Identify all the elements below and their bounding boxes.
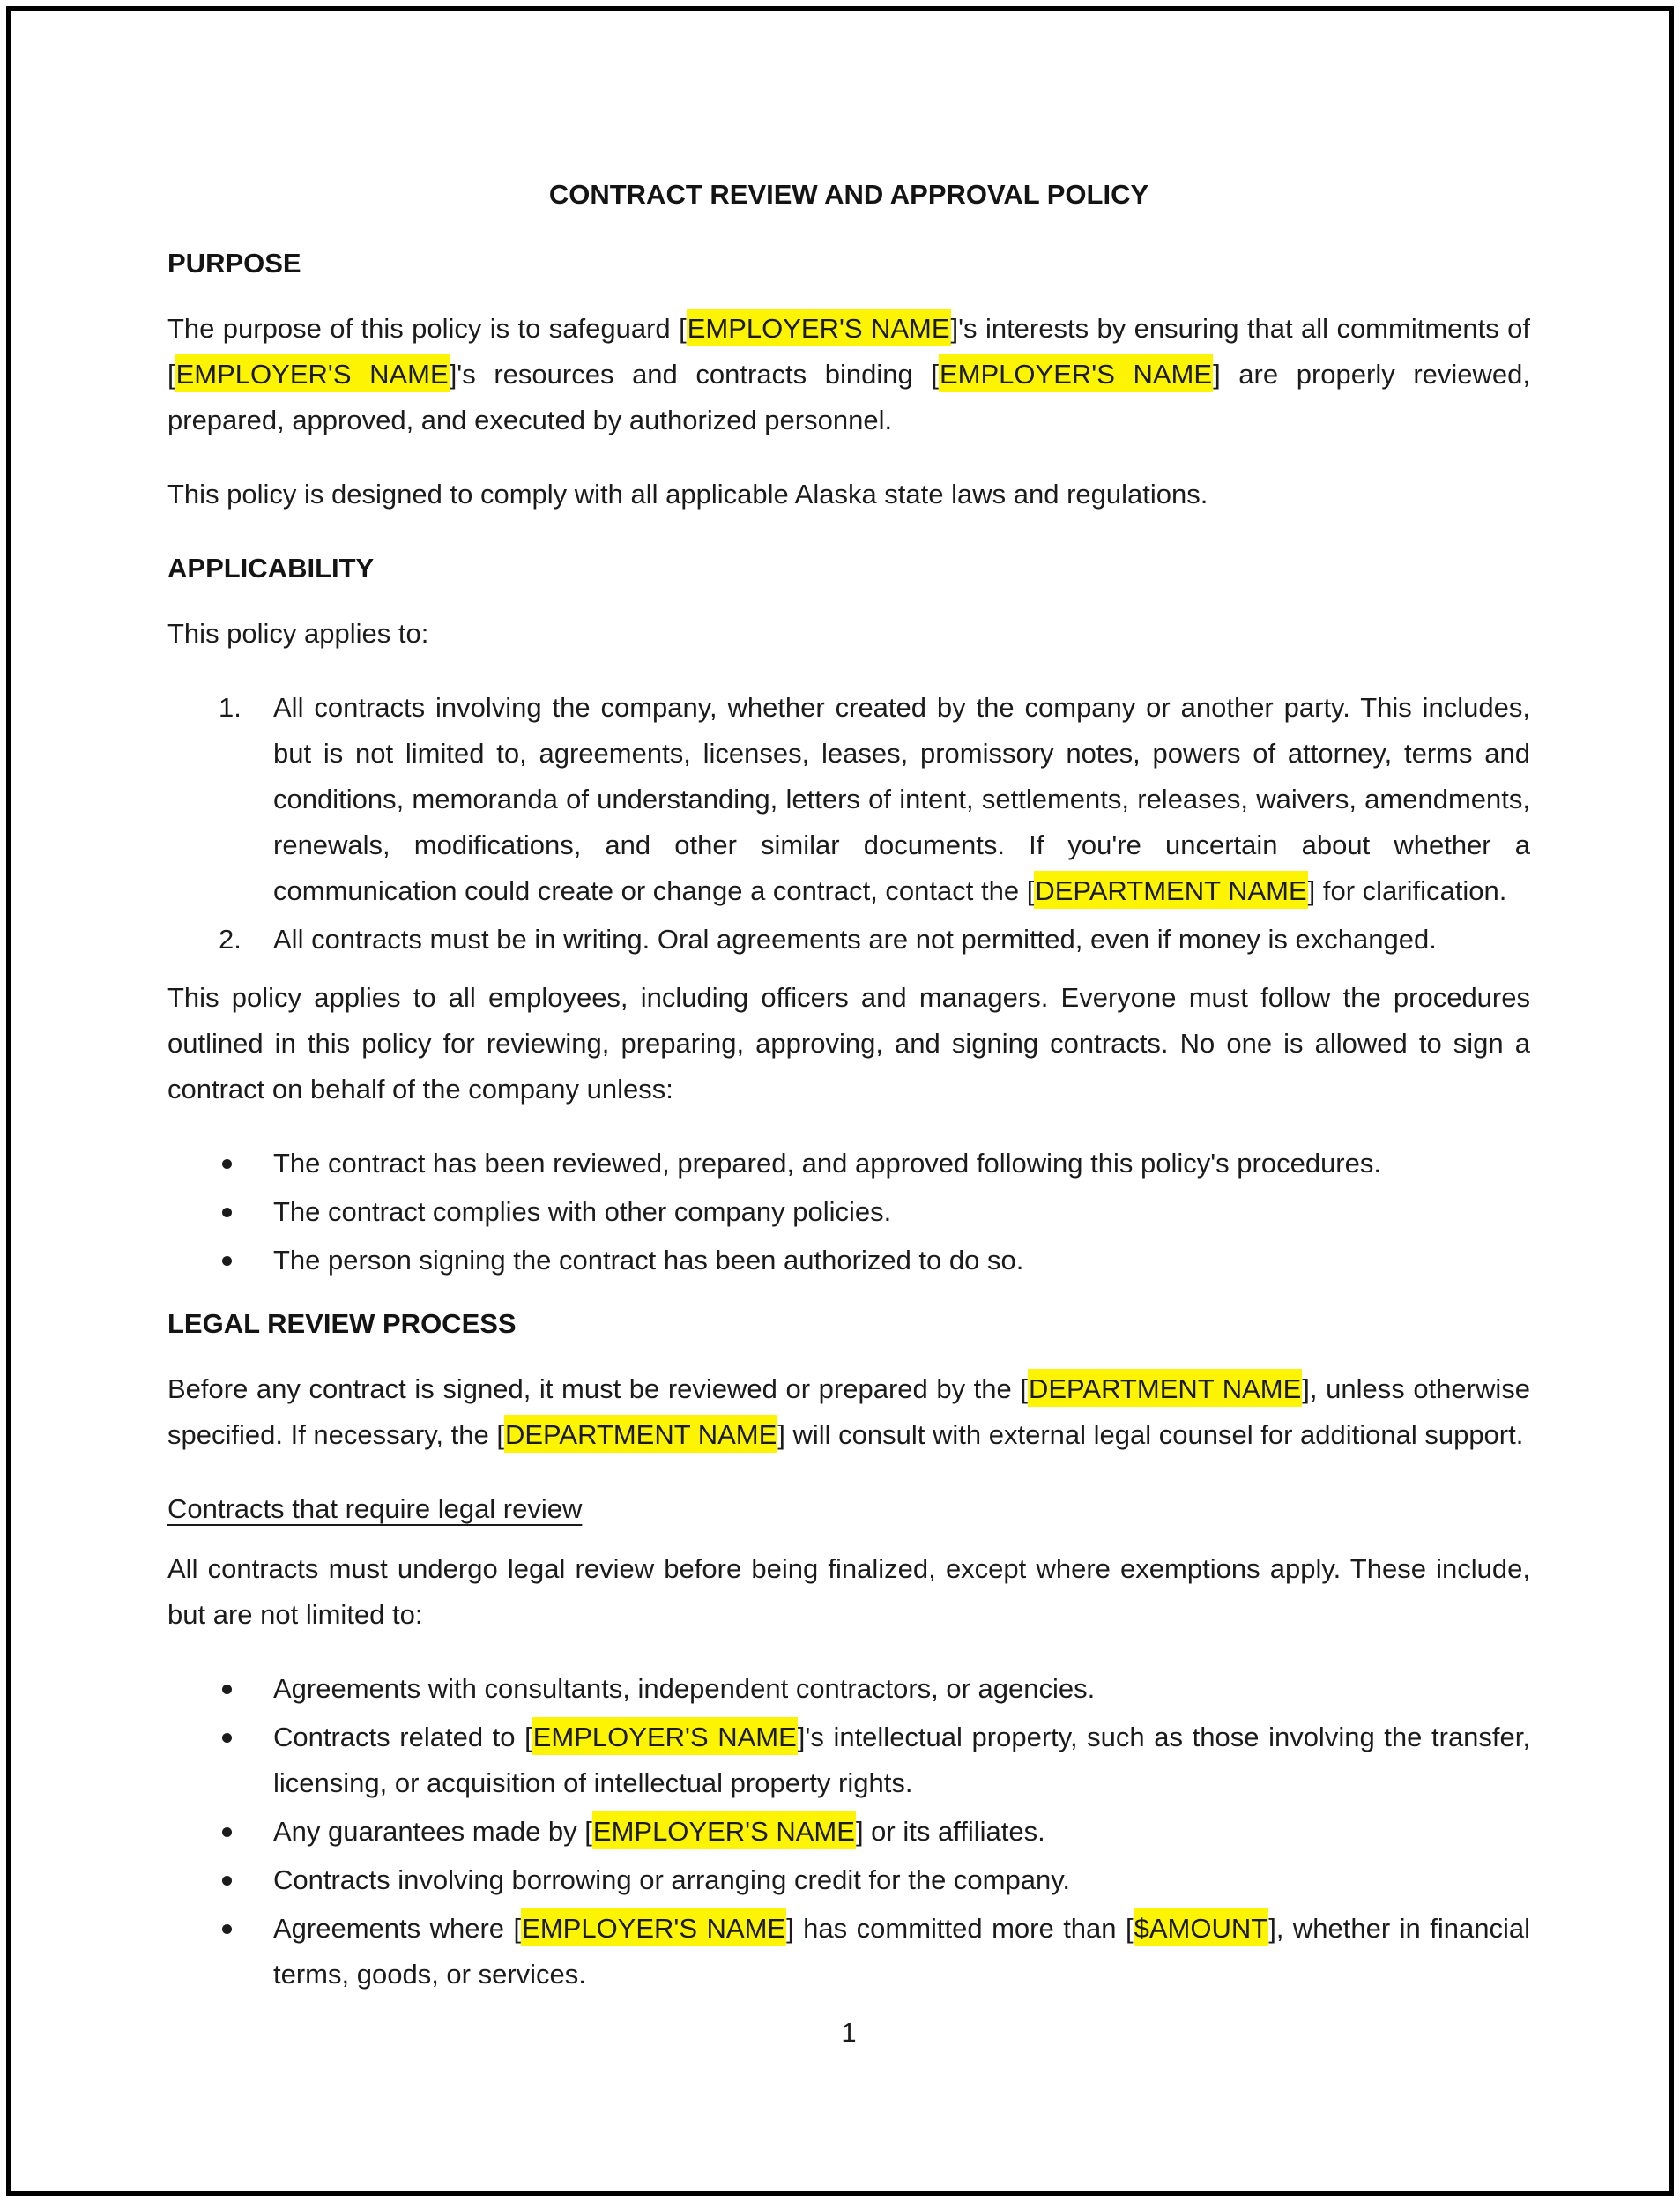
text-run: ] for clarification. — [1307, 875, 1507, 906]
bullet-icon — [222, 1924, 232, 1934]
list-item — [167, 1715, 1530, 1806]
list-item — [167, 917, 1530, 963]
paragraph — [167, 1366, 1530, 1458]
list-item-text — [273, 1148, 1381, 1179]
list-item — [167, 1238, 1530, 1283]
bullet-icon — [222, 1256, 232, 1266]
bullet-list — [167, 1666, 1530, 1997]
highlighted-placeholder: EMPLOYER'S NAME — [532, 1717, 798, 1755]
document-body — [167, 241, 1530, 1997]
section-heading-legal-review-process: LEGAL REVIEW PROCESS — [167, 1308, 517, 1339]
paragraph — [167, 472, 1530, 517]
list-item-text — [273, 1717, 1530, 1798]
bullet-icon — [222, 1733, 232, 1743]
list-item-text — [273, 692, 1530, 909]
text-run: All contracts must undergo legal review before being finalized, except where exemptions apply. These include, but are not limited to: — [167, 1553, 1530, 1630]
text-run: ] or its affiliates. — [855, 1816, 1045, 1847]
list-item-text — [273, 1196, 891, 1227]
text-run: All contracts involving the company, whether created by the company or another party. This includes, but is not limited to, agreements, licenses, leases, promissory notes, powers of attorney, terms and conditions, memoranda of understanding, letters of intent, settlements, releases, waivers, amendments, renewals, modifications, and other similar documents. If you're uncertain about whether a communication could create or change a contract, contact the [ — [273, 692, 1530, 906]
list-number: 2. — [219, 924, 242, 955]
text-run: ] has committed more than [ — [786, 1913, 1134, 1944]
bullet-icon — [222, 1685, 232, 1694]
text-run: The contract complies with other company policies. — [273, 1196, 892, 1227]
highlighted-placeholder: EMPLOYER'S NAME — [521, 1908, 786, 1946]
section-heading-purpose: PURPOSE — [167, 248, 301, 279]
text-run: Contracts related to [ — [273, 1722, 532, 1752]
list-item — [167, 1809, 1530, 1855]
list-item-text — [273, 1908, 1530, 1990]
text-run: All contracts must be in writing. Oral agreements are not permitted, even if money is exchanged. — [273, 924, 1437, 955]
list-item — [167, 1189, 1530, 1235]
subsection-heading-contracts-that-require-legal-review — [167, 1486, 1530, 1532]
text-run: ], unless otherwise specified. If necessary, the [ — [167, 1373, 1530, 1450]
paragraph — [167, 611, 1530, 657]
document-content — [167, 172, 1530, 2056]
text-run: The person signing the contract has been authorized to do so. — [273, 1245, 1024, 1276]
text-run: This policy applies to all employees, including officers and managers. Everyone must follow the procedures outlined in this policy for reviewing, preparing, approving, and signing contracts. No one is allowed to sign a contract on behalf of the company unless: — [167, 982, 1530, 1105]
list-item — [167, 685, 1530, 914]
bullet-icon — [222, 1876, 232, 1886]
bullet-icon — [222, 1827, 232, 1837]
list-number: 1. — [219, 692, 242, 723]
text-run: Before any contract is signed, it must be reviewed or prepared by the [ — [167, 1373, 1028, 1404]
text-run: The contract has been reviewed, prepared, and approved following this policy's procedures. — [273, 1148, 1381, 1179]
list-item-text — [273, 1245, 1023, 1276]
text-run: This policy is designed to comply with all applicable Alaska state laws and regulations. — [167, 479, 1208, 510]
bullet-icon — [222, 1159, 232, 1169]
section-heading-applicability: APPLICABILITY — [167, 553, 375, 584]
text-run: ]'s interests by ensuring that all commitments of [ — [167, 313, 1530, 390]
highlighted-placeholder: DEPARTMENT NAME — [504, 1415, 777, 1453]
text-run: Agreements with consultants, independent contractors, or agencies. — [273, 1673, 1096, 1704]
text-run: ] are properly reviewed, prepared, approved, and executed by authorized personnel. — [167, 359, 1531, 435]
highlighted-placeholder: EMPLOYER'S NAME — [687, 309, 951, 346]
list-item — [167, 1906, 1530, 1997]
paragraph — [167, 1546, 1530, 1638]
bullet-icon — [222, 1208, 232, 1217]
list-item — [167, 1141, 1530, 1187]
bullet-list — [167, 1141, 1530, 1283]
text-run: ], whether in financial terms, goods, or services. — [273, 1913, 1531, 1990]
page-number: 1 — [841, 2017, 857, 2048]
text-run: This policy applies to: — [167, 618, 429, 649]
text-run: ]'s resources and contracts binding [ — [449, 359, 939, 390]
text-run: Any guarantees made by [ — [273, 1816, 592, 1847]
list-item-text — [273, 924, 1437, 955]
underlined-text: Contracts that require legal review — [167, 1493, 583, 1524]
text-run: Agreements where [ — [273, 1913, 522, 1944]
text-run: The purpose of this policy is to safeguard [ — [167, 313, 687, 344]
highlighted-placeholder: EMPLOYER'S NAME — [175, 354, 450, 392]
highlighted-placeholder: DEPARTMENT NAME — [1028, 1369, 1302, 1407]
highlighted-placeholder: $AMOUNT — [1134, 1908, 1269, 1946]
list-item-text — [273, 1811, 1045, 1849]
text-run: ]'s intellectual property, such as those involving the transfer, licensing, or acquisition of intellectual property rights. — [273, 1722, 1531, 1798]
list-item-text — [273, 1673, 1095, 1704]
list-item-text — [273, 1864, 1070, 1895]
paragraph — [167, 306, 1530, 443]
list-item — [167, 1666, 1530, 1712]
highlighted-placeholder: EMPLOYER'S NAME — [939, 354, 1213, 392]
paragraph — [167, 975, 1530, 1112]
list-item — [167, 1857, 1530, 1903]
highlighted-placeholder: EMPLOYER'S NAME — [592, 1811, 856, 1849]
text-run: Contracts involving borrowing or arranging credit for the company. — [273, 1864, 1071, 1895]
document-title: CONTRACT REVIEW AND APPROVAL POLICY — [548, 179, 1149, 210]
numbered-list — [167, 685, 1530, 963]
text-run: ] will consult with external legal counsel for additional support. — [777, 1419, 1524, 1450]
highlighted-placeholder: DEPARTMENT NAME — [1034, 871, 1307, 909]
